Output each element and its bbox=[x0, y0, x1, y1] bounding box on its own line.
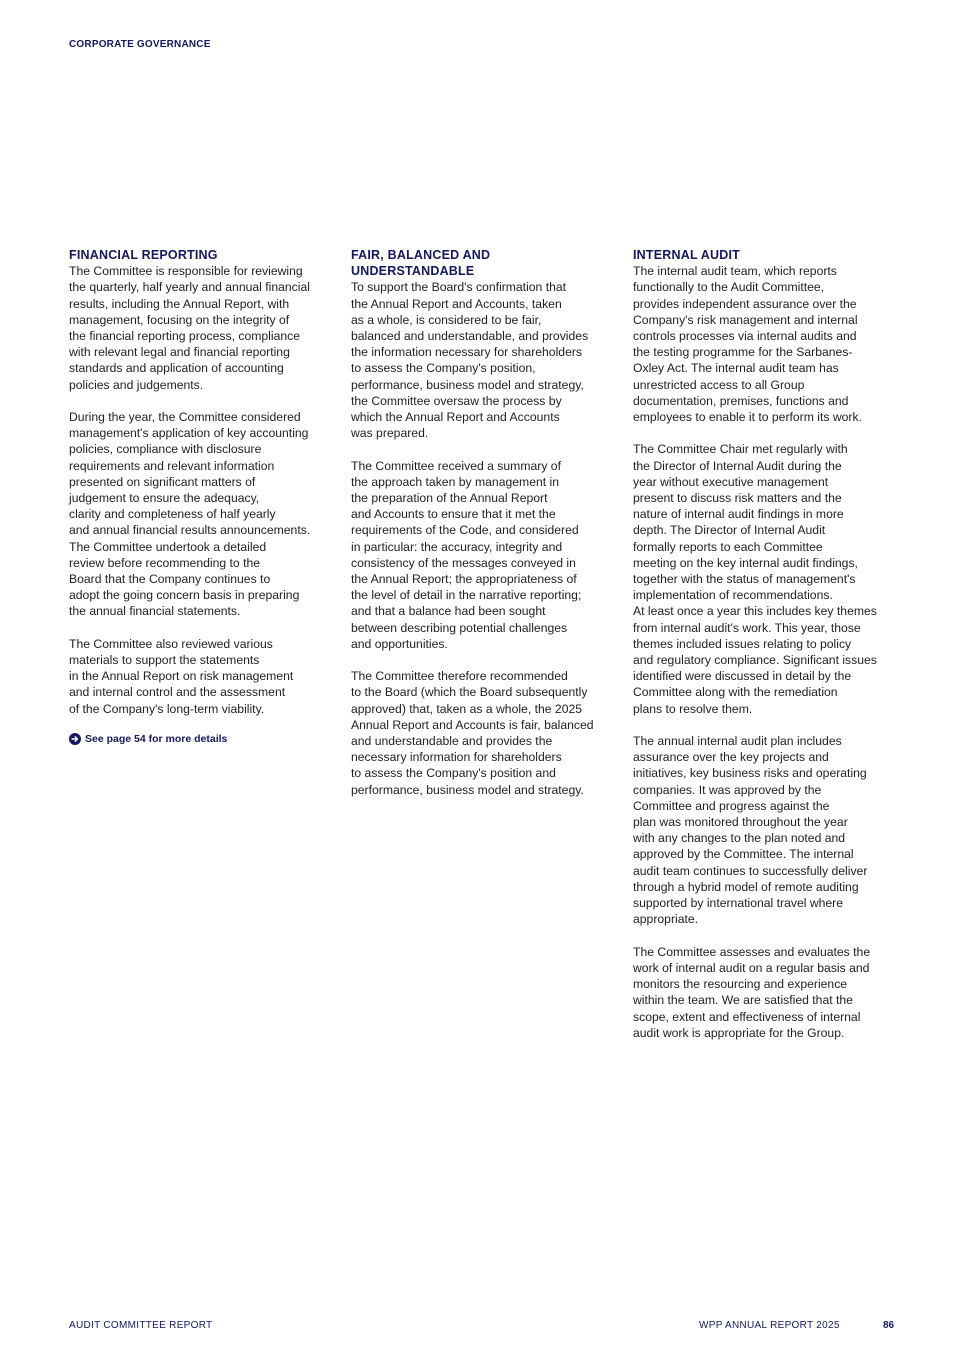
page-number: 86 bbox=[883, 1320, 895, 1331]
paragraph bbox=[633, 263, 901, 425]
heading-fair-balanced bbox=[351, 247, 619, 279]
paragraph bbox=[633, 441, 901, 716]
heading-line: FINANCIAL REPORTING bbox=[69, 248, 218, 262]
see-page-link-label: See page 54 for more details bbox=[85, 733, 228, 746]
footer-report-title: WPP ANNUAL REPORT 2025 bbox=[699, 1320, 840, 1331]
paragraph bbox=[69, 636, 337, 717]
arrow-circle-right-icon bbox=[69, 733, 81, 745]
text-line: the Committee oversaw the process by bbox=[351, 393, 562, 408]
text-line: the level of detail in the narrative reporting; bbox=[351, 588, 582, 603]
text-line: The Committee assesses and evaluates the bbox=[633, 944, 871, 959]
text-line: management's application of key accounting bbox=[69, 426, 309, 441]
text-line: During the year, the Committee considered bbox=[69, 410, 301, 425]
text-line: performance, business model and strategy, bbox=[351, 377, 584, 392]
text-line: nature of internal audit findings in more bbox=[633, 507, 844, 522]
text-line: To support the Board's confirmation that bbox=[351, 280, 567, 295]
text-line: year without executive management bbox=[633, 474, 829, 489]
text-line: adopt the going concern basis in preparing bbox=[69, 588, 300, 603]
text-line: the financial reporting process, compliance bbox=[69, 329, 301, 344]
text-line: in the Annual Report on risk management bbox=[69, 669, 294, 684]
heading-internal-audit bbox=[633, 247, 901, 263]
text-line: plan was monitored throughout the year bbox=[633, 815, 848, 830]
paragraph bbox=[633, 733, 901, 927]
text-line: requirements and relevant information bbox=[69, 458, 275, 473]
text-line: between describing potential challenges bbox=[351, 620, 568, 635]
text-line: supported by international travel where bbox=[633, 896, 844, 911]
text-line: themes included issues relating to policy bbox=[633, 636, 852, 651]
paragraph bbox=[351, 279, 619, 441]
text-line: and annual financial results announcements. bbox=[69, 523, 311, 538]
text-line: appropriate. bbox=[633, 912, 699, 927]
text-line: to assess the Company's position, bbox=[351, 361, 536, 376]
heading-line: INTERNAL AUDIT bbox=[633, 248, 740, 262]
text-line: together with the status of management's bbox=[633, 572, 856, 587]
text-line: approved by the Committee. The internal bbox=[633, 847, 854, 862]
text-line: identified were discussed in detail by the bbox=[633, 669, 852, 684]
text-line: The Committee is responsible for reviewing bbox=[69, 264, 303, 279]
text-line: work of internal audit on a regular basis and bbox=[633, 960, 870, 975]
text-line: the Director of Internal Audit during the bbox=[633, 458, 842, 473]
text-line: initiatives, key business risks and operating bbox=[633, 766, 867, 781]
text-line: scope, extent and effectiveness of internal bbox=[633, 1009, 861, 1024]
text-line: balanced and understandable, and provides bbox=[351, 329, 589, 344]
text-line: was prepared. bbox=[351, 426, 429, 441]
text-line: audit team continues to successfully deliver bbox=[633, 863, 868, 878]
text-line: companies. It was approved by the bbox=[633, 782, 822, 797]
column-financial-reporting bbox=[69, 247, 337, 745]
text-line: Committee along with the remediation bbox=[633, 685, 838, 700]
text-line: to the Board (which the Board subsequently bbox=[351, 685, 588, 700]
text-line: documentation, premises, functions and bbox=[633, 393, 849, 408]
text-line: policies and judgements. bbox=[69, 377, 204, 392]
text-line: through a hybrid model of remote auditing bbox=[633, 879, 859, 894]
text-line: The internal audit team, which reports bbox=[633, 264, 837, 279]
text-line: and Accounts to ensure that it met the bbox=[351, 507, 556, 522]
paragraph bbox=[351, 458, 619, 652]
text-line: audit work is appropriate for the Group. bbox=[633, 1025, 845, 1040]
text-line: Board that the Company continues to bbox=[69, 572, 271, 587]
text-line: as a whole, is considered to be fair, bbox=[351, 312, 542, 327]
text-line: the testing programme for the Sarbanes- bbox=[633, 345, 853, 360]
text-line: the information necessary for shareholders bbox=[351, 345, 583, 360]
text-line: results, including the Annual Report, with bbox=[69, 296, 290, 311]
text-line: employees to enable it to perform its work. bbox=[633, 410, 862, 425]
text-line: The Committee therefore recommended bbox=[351, 669, 568, 684]
paragraph bbox=[633, 944, 901, 1041]
text-line: standards and application of accounting bbox=[69, 361, 284, 376]
paragraph bbox=[69, 409, 337, 620]
text-line: with relevant legal and financial reporting bbox=[69, 345, 290, 360]
text-line: consistency of the messages conveyed in bbox=[351, 555, 576, 570]
text-line: The annual internal audit plan includes bbox=[633, 734, 842, 749]
text-line: and regulatory compliance. Significant issues bbox=[633, 653, 877, 668]
column-fair-balanced bbox=[351, 247, 619, 814]
text-line: presented on significant matters of bbox=[69, 474, 256, 489]
text-line: and internal control and the assessment bbox=[69, 685, 286, 700]
text-line: The Committee also reviewed various bbox=[69, 636, 273, 651]
paragraph bbox=[69, 263, 337, 393]
text-line: approved) that, taken as a whole, the 2025 bbox=[351, 701, 583, 716]
text-line: functionally to the Audit Committee, bbox=[633, 280, 825, 295]
text-line: the quarterly, half yearly and annual financial bbox=[69, 280, 310, 295]
text-line: of the Company's long-term viability. bbox=[69, 701, 265, 716]
text-line: At least once a year this includes key themes bbox=[633, 604, 877, 619]
text-line: controls processes via internal audits and bbox=[633, 329, 857, 344]
text-line: management, focusing on the integrity of bbox=[69, 312, 290, 327]
text-line: meeting on the key internal audit findings, bbox=[633, 555, 858, 570]
section-label: CORPORATE GOVERNANCE bbox=[69, 39, 211, 50]
text-line: the annual financial statements. bbox=[69, 604, 241, 619]
text-line: the Annual Report and Accounts, taken bbox=[351, 296, 562, 311]
text-line: formally reports to each Committee bbox=[633, 539, 823, 554]
text-line: to assess the Company's position and bbox=[351, 766, 556, 781]
paragraph bbox=[351, 668, 619, 798]
text-line: the preparation of the Annual Report bbox=[351, 491, 548, 506]
text-line: plans to resolve them. bbox=[633, 701, 753, 716]
text-line: in particular: the accuracy, integrity and bbox=[351, 539, 563, 554]
heading-line: UNDERSTANDABLE bbox=[351, 264, 475, 279]
see-page-link[interactable] bbox=[69, 733, 337, 745]
text-line: review before recommending to the bbox=[69, 555, 261, 570]
text-line: assurance over the key projects and bbox=[633, 750, 829, 765]
text-line: The Committee Chair met regularly with bbox=[633, 442, 848, 457]
text-line: with any changes to the plan noted and bbox=[633, 831, 846, 846]
text-line: the Annual Report; the appropriateness of bbox=[351, 572, 577, 587]
text-line: Annual Report and Accounts is fair, balanced bbox=[351, 717, 594, 732]
text-line: judgement to ensure the adequacy, bbox=[69, 491, 260, 506]
text-line: performance, business model and strategy. bbox=[351, 782, 584, 797]
text-line: necessary information for shareholders bbox=[351, 750, 562, 765]
text-line: materials to support the statements bbox=[69, 653, 260, 668]
text-line: which the Annual Report and Accounts bbox=[351, 410, 560, 425]
text-line: present to discuss risk matters and the bbox=[633, 491, 842, 506]
text-line: requirements of the Code, and considered bbox=[351, 523, 579, 538]
text-line: depth. The Director of Internal Audit bbox=[633, 523, 826, 538]
text-line: from internal audit's work. This year, those bbox=[633, 620, 861, 635]
text-line: implementation of recommendations. bbox=[633, 588, 833, 603]
text-line: provides independent assurance over the bbox=[633, 296, 857, 311]
footer-section-title: AUDIT COMMITTEE REPORT bbox=[69, 1320, 213, 1331]
text-line: and that a balance had been sought bbox=[351, 604, 546, 619]
heading-line: FAIR, BALANCED AND bbox=[351, 248, 491, 262]
text-line: Oxley Act. The internal audit team has bbox=[633, 361, 839, 376]
text-line: and understandable and provides the bbox=[351, 734, 553, 749]
text-line: Committee and progress against the bbox=[633, 798, 830, 813]
text-line: and opportunities. bbox=[351, 636, 448, 651]
text-line: Company's risk management and internal bbox=[633, 312, 858, 327]
text-line: the approach taken by management in bbox=[351, 474, 560, 489]
heading-financial-reporting bbox=[69, 247, 337, 263]
text-line: clarity and completeness of half yearly bbox=[69, 507, 276, 522]
text-line: within the team. We are satisfied that the bbox=[633, 993, 853, 1008]
text-line: The Committee undertook a detailed bbox=[69, 539, 267, 554]
text-line: unrestricted access to all Group bbox=[633, 377, 805, 392]
text-line: The Committee received a summary of bbox=[351, 458, 561, 473]
text-line: monitors the resourcing and experience bbox=[633, 977, 848, 992]
column-internal-audit bbox=[633, 247, 901, 1057]
text-line: policies, compliance with disclosure bbox=[69, 442, 262, 457]
